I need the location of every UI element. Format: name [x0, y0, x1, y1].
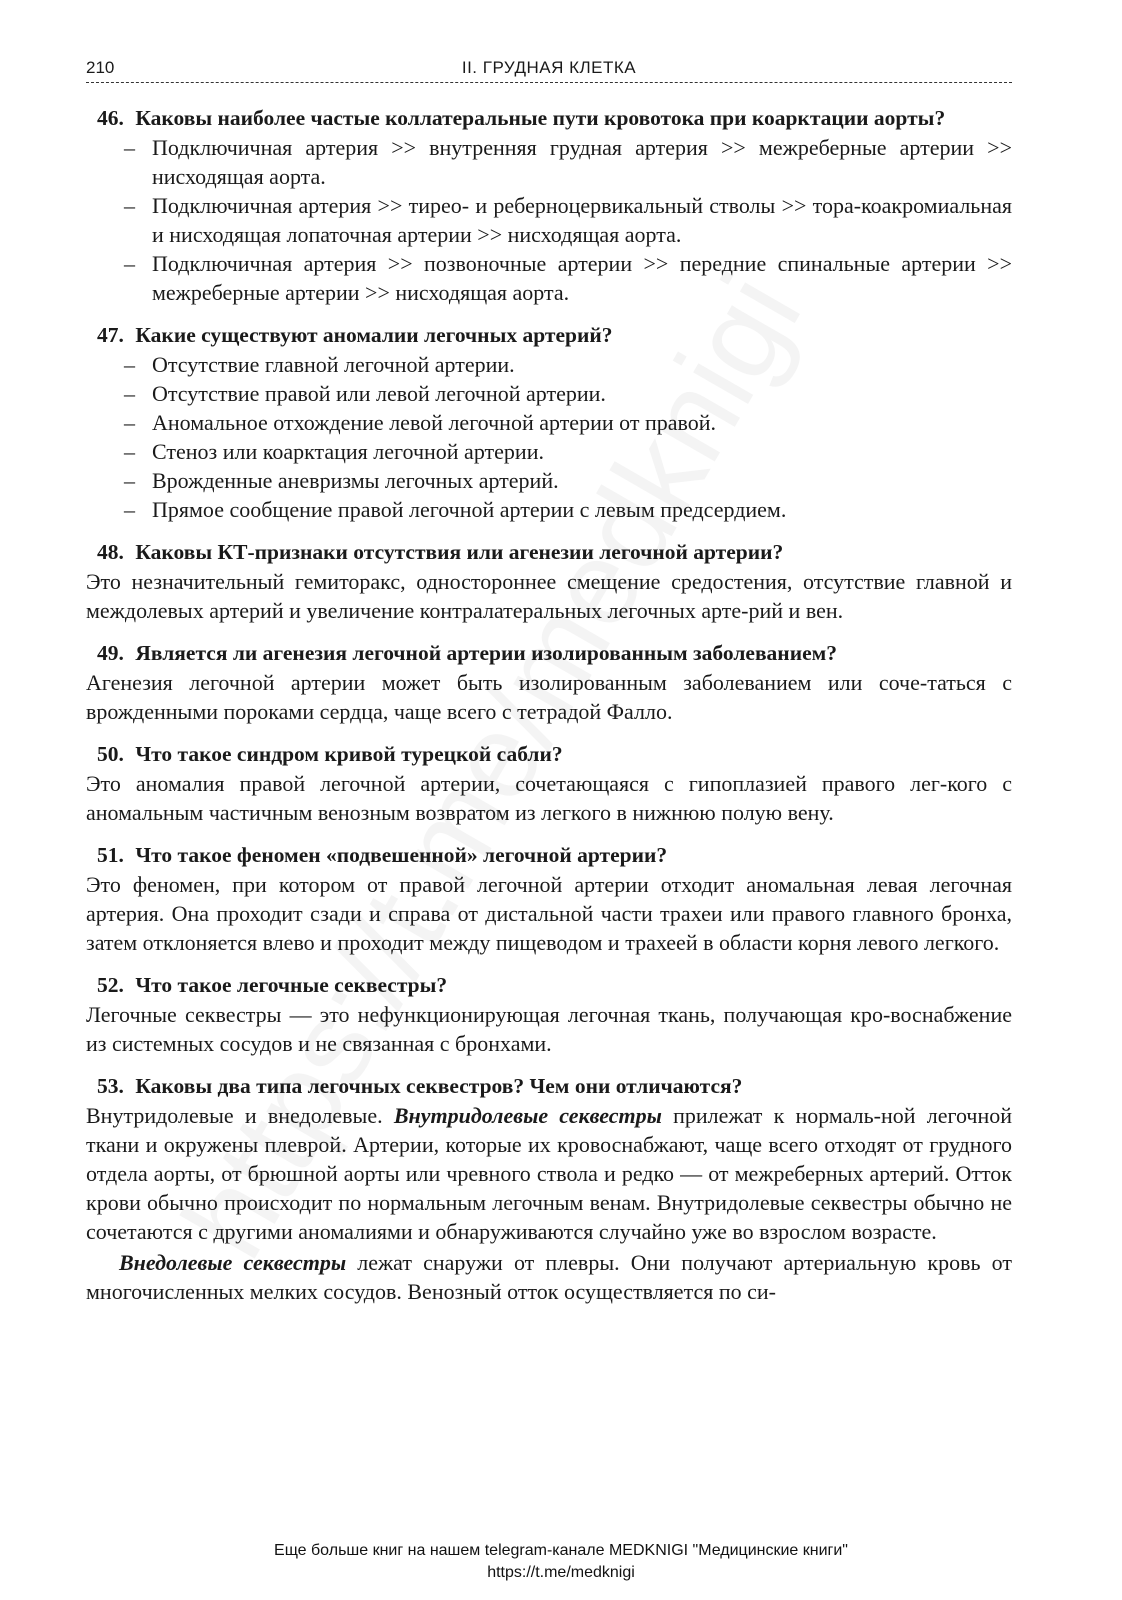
answer-49: Агенезия легочной артерии может быть изолированным заболеванием или соче-таться с врожденными пороками сердца, чаще всего с тетрадой Фалло. — [86, 670, 1012, 724]
question-title: Что такое легочные секвестры? — [135, 973, 448, 997]
answer-list-47 — [86, 350, 1012, 524]
list-item: – Стеноз или коарктация легочной артерии. — [124, 439, 544, 464]
term-extralobar: Внедолевые секвестры — [119, 1250, 347, 1275]
footer-line-1: Еще больше книг на нашем telegram-канале MEDKNIGI "Медицинские книги" — [274, 1542, 848, 1559]
page-number: 210 — [86, 58, 115, 77]
question-48 — [86, 538, 1012, 567]
question-title: Что такое феномен «подвешенной» легочной артерии? — [135, 843, 668, 867]
question-number: 48. — [97, 540, 124, 564]
list-item: – Подключичная артерия >> позвоночные артерии >> передние спинальные артерии >> межреберные артерии >> нисходящая аорта. — [124, 251, 1012, 305]
question-title: Каковы КТ-признаки отсутствия или агенезии легочной артерии? — [135, 540, 784, 564]
question-51 — [86, 841, 1012, 870]
question-number: 53. — [97, 1074, 124, 1098]
answer-51: Это феномен, при котором от правой легочной артерии отходит аномальная левая легочная артерия. Она проходит сзади и справа от дистальной части трахеи или правого главного бронха, затем отклоняется влево и проходит между пищеводом и трахеей в области корня левого легкого. — [86, 872, 1012, 955]
list-item: – Прямое сообщение правой легочной артерии с левым предсердием. — [124, 497, 787, 522]
list-item: – Подключичная артерия >> внутренняя грудная артерия >> межреберные артерии >> нисходящая аорта. — [124, 135, 1012, 189]
answer-48: Это незначительный гемиторакс, одностороннее смещение средостения, отсутствие главной и междолевых артерий и увеличение контралатеральных легочных арте-рий и вен. — [86, 569, 1012, 623]
answer-53-paragraph-2: Внедолевые секвестры лежат снаружи от плевры. Они получают артериальную кровь от многочисленных мелких сосудов. Венозный отток осуществляется по си- — [86, 1250, 1013, 1304]
list-item: – Отсутствие правой или левой легочной артерии. — [124, 381, 606, 406]
footer-link[interactable]: https://t.me/medknigi — [487, 1564, 635, 1581]
answer-50: Это аномалия правой легочной артерии, сочетающаяся с гипоплазией правого лег-кого с аномальным частичным венозным возвратом из легкого в нижнюю полую вену. — [86, 771, 1012, 825]
term-intralobar: Внутридолевые секвестры — [393, 1103, 662, 1128]
question-number: 50. — [97, 742, 124, 766]
answer-52: Легочные секвестры — это нефункционирующая легочная ткань, получающая кро-воснабжение из системных сосудов и не связанная с бронхами. — [86, 1002, 1012, 1056]
section-title: II. ГРУДНАЯ КЛЕТКА — [461, 58, 637, 77]
question-46 — [86, 104, 1012, 133]
question-number: 47. — [97, 323, 124, 347]
question-title: Какие существуют аномалии легочных артерий? — [135, 323, 613, 347]
footer-banner — [0, 1540, 1122, 1584]
list-item: – Отсутствие главной легочной артерии. — [124, 352, 515, 377]
question-number: 52. — [97, 973, 124, 997]
page-body — [86, 104, 1012, 1306]
question-49 — [86, 639, 1012, 668]
question-50 — [86, 740, 1012, 769]
question-53 — [86, 1072, 1012, 1101]
running-header — [86, 54, 1012, 83]
list-item: – Врожденные аневризмы легочных артерий. — [124, 468, 559, 493]
list-item: – Аномальное отхождение левой легочной артерии от правой. — [124, 410, 716, 435]
question-title: Является ли агенезия легочной артерии изолированным заболеванием? — [135, 641, 838, 665]
question-number: 51. — [97, 843, 124, 867]
question-title: Что такое синдром кривой турецкой сабли? — [135, 742, 563, 766]
answer-list-46 — [86, 133, 1012, 307]
question-number: 49. — [97, 641, 124, 665]
question-47 — [86, 321, 1012, 350]
answer-53-paragraph-1: Внутридолевые и внедолевые. Внутридолевые секвестры прилежат к нормаль-ной легочной ткани и окружены плеврой. Артерии, которые их кровоснабжают, чаще всего отходят от грудного отдела аорты, от брюшной аорты или чревного ствола и редко — от межреберных артерий. Отток крови обычно происходит по нормальным легочным венам. Внутридолевые секвестры обычно не сочетаются с другими аномалиями и обнаруживаются случайно уже во взрослом возрасте. — [86, 1103, 1013, 1244]
list-item: – Подключичная артерия >> тирео- и реберноцервикальный стволы >> тора-коакромиальная и нисходящая лопаточная артерии >> нисходящая аорта. — [124, 193, 1012, 247]
question-52 — [86, 971, 1012, 1000]
question-title: Каковы два типа легочных секвестров? Чем они отличаются? — [135, 1074, 743, 1098]
question-title: Каковы наиболее частые коллатеральные пути кровотока при коарктации аорты? — [135, 106, 946, 130]
question-number: 46. — [97, 106, 124, 130]
